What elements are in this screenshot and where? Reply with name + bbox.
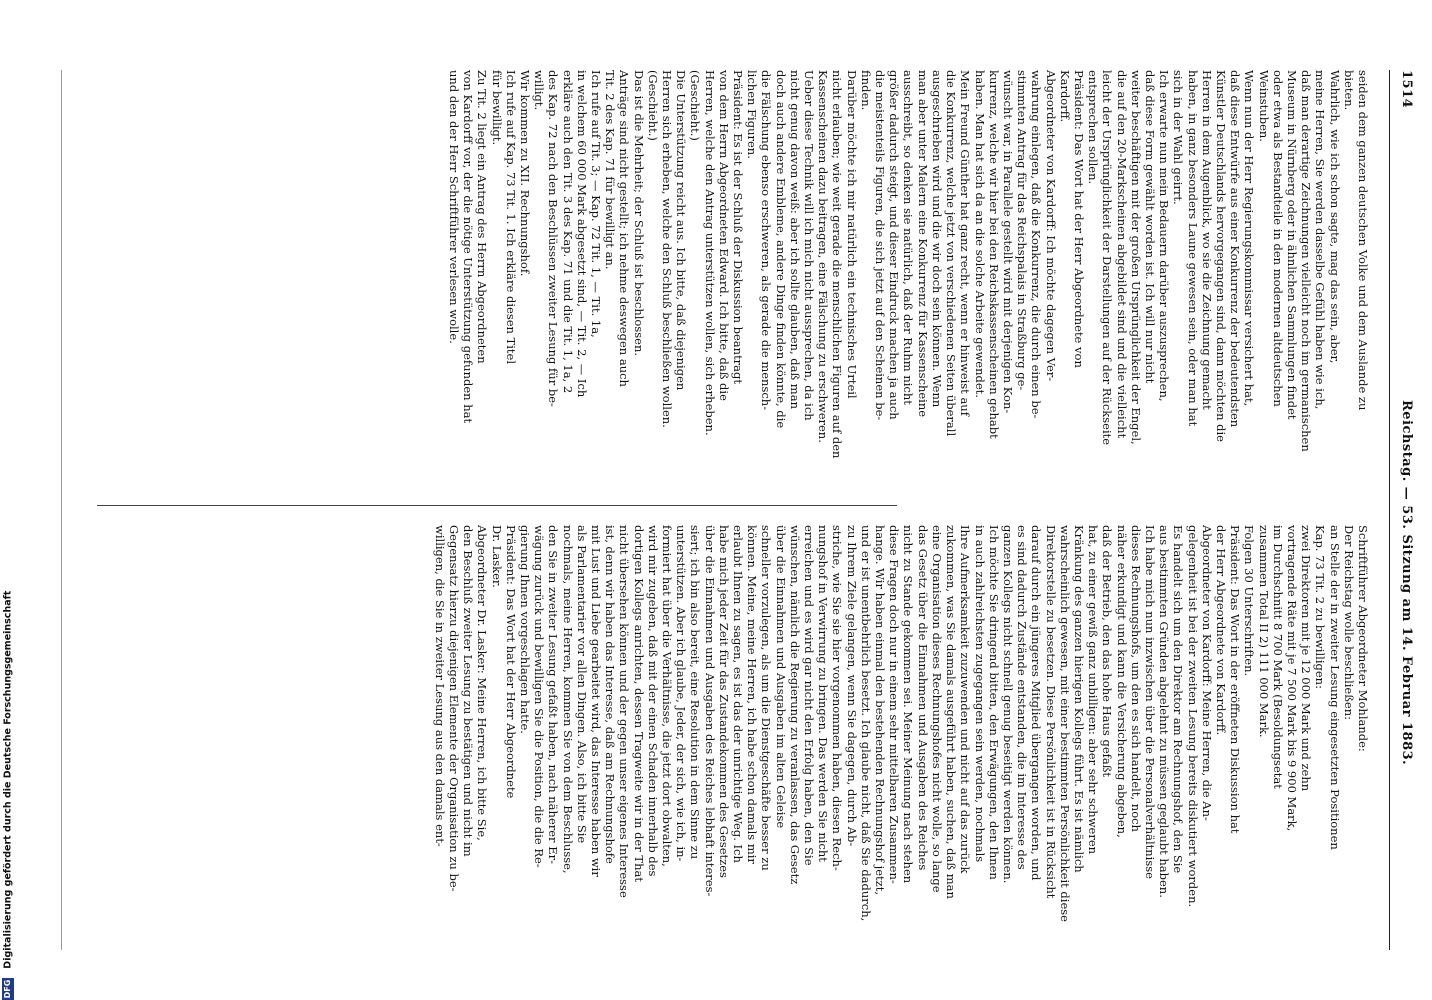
text-line: für bewilligt.: [489, 70, 504, 146]
text-line: Ich erwarte nun mein Bedauern darüber auszusprechen,: [1157, 70, 1172, 402]
text-line: ausschreibt, so denken sie natürlich, daß der Ruhm nicht: [901, 70, 916, 405]
text-line: Ich rufe auf Tit. 3; — Kap. 72 Tit. 1, — Tit. 1a,: [589, 70, 604, 338]
text-line: Abgeordneter von Kardorff: Ich möchte dagegen Ver-: [1043, 70, 1058, 382]
text-line: kurrenz, welche wir hier bei den Reichskassenscheinen gehabt: [986, 70, 1001, 439]
text-column-left: [80, 70, 1370, 480]
text-line: hange. Wir haben einmal den bestehenden Rechnungshof jetzt,: [873, 525, 888, 896]
text-line: Die Unterstützung reicht aus. Ich bitte, daß diejenigen: [674, 70, 689, 391]
text-line: schneller vorzulegen, als um die Dienstgeschäfte besser zu: [759, 525, 774, 871]
text-line: erreichen und es wird gar nicht den Erfolg haben, den Sie: [802, 525, 817, 866]
text-line: siert; ich bin also bereit, eine Resolution in dem Sinne zu: [688, 525, 703, 860]
text-line: wird mir zugeben, daß mit der einen Schaden innerhalb des: [645, 525, 660, 877]
text-line: nochmals, meine Herren, kommen Sie von dem Beschlusse,: [560, 525, 575, 874]
text-line: Zu Tit. 2 liegt ein Antrag des Herrn Abgeordneten: [475, 70, 490, 364]
text-line: weiter beschäftigen mit der großen Ursprünglichkeit der Engel,: [1128, 70, 1143, 445]
text-line: Dr. Lasker.: [489, 525, 504, 588]
text-line: Weinstuben.: [1256, 70, 1271, 142]
page-header: [1389, 70, 1414, 950]
text-line: zwei Direktoren mit je 12 000 Mark und zehn: [1299, 525, 1314, 792]
text-line: stimmten Antrag für das Reichspalais in Straßburg ge-: [1015, 70, 1030, 391]
text-line: seiden dem ganzen deutschen Volke und dem Auslande zu: [1356, 70, 1370, 411]
text-line: Kassenscheinen dazu beitragen, eine Fälschung zu erschweren.: [816, 70, 831, 443]
text-line: des Kap. 72 nach den Beschlüssen zweiter Lesung für be-: [546, 70, 561, 407]
text-line: Abgeordneter von Kardorff: Meine Herren, die An-: [1199, 525, 1214, 821]
text-line: gierung Ihnen vorgeschlagen hatte.: [518, 525, 533, 734]
text-line: meine Herren, Sie werden dasselbe Gefühl haben wie ich,: [1313, 70, 1328, 410]
text-line: erkläre auch den Tit. 3 des Kap. 71 und die Tit. 1, 1a, 2: [560, 70, 575, 394]
text-line: als Parlamentarier vor allen Dingen. Also, ich bitte Sie: [574, 525, 589, 844]
text-line: Der Reichstag wolle beschließen:: [1341, 525, 1356, 720]
text-line: Ihre Aufmerksamkeit zuzuwenden und nicht auf das zurück: [958, 525, 973, 874]
text-line: der Herr Abgeordnete von Kardorff.: [1213, 525, 1228, 736]
text-line: daß der Betrieb, den das hohe Haus gefaßt: [1100, 525, 1115, 778]
text-line: dieses Rechnungshofs, um den es sich handelt, noch: [1128, 525, 1143, 832]
text-line: über die Einnahmen und Ausgaben im alten Geleise: [773, 525, 788, 829]
text-line: dortigen Kollegs anrichten, dessen Tragweite wir in der That: [631, 525, 646, 882]
text-line: daß diese Form gewählt worden ist. Ich will nur nicht: [1142, 70, 1157, 384]
text-line: lichen Figuren.: [745, 70, 760, 159]
text-line: und den der Herr Schriftführer verlesen wolle.: [447, 70, 461, 344]
text-line: ausgeschrieben wird und die wir doch sein können. Wenn: [929, 70, 944, 408]
text-line: wahrscheinlich gewesen, mit einer bestimmten Persönlichkeit diese: [1057, 525, 1072, 922]
text-line: Abgeordneter Dr. Lasker: Meine Herren, ich bitte Sie,: [475, 525, 490, 841]
text-line: die auf den 20-Markscheinen abgebildet sind und die vielleicht: [1114, 70, 1129, 439]
text-line: von dem Herrn Abgeordneten Edward. Ich bitte, daß die: [716, 70, 731, 401]
text-column-right: [80, 525, 1370, 935]
text-line: wünschen, nämlich die Regierung zu veranlassen, das Gesetz: [787, 525, 802, 885]
text-line: Herren sich erheben, welche den Schluß beschließen wollen.: [660, 70, 675, 428]
text-line: Ich rufe auf Kap. 73 Tit. 1. Ich erkläre diesen Titel: [503, 70, 518, 365]
text-line: bieten.: [1341, 70, 1356, 111]
text-line: zu Ihrem Ziele gelangen, wenn Sie dagegen, durch Ab-: [844, 525, 859, 847]
text-line: (Geschieht.): [688, 70, 703, 141]
text-line: hat, zu einer gewiß ganz unbilligen: aber sehr schweren: [1086, 525, 1101, 855]
column-divider: [97, 505, 897, 506]
text-line: ganzen Kollegs nicht schnell genug beseitigt werden können.: [1000, 525, 1015, 884]
text-line: eine Organisation dieses Rechnungshofes nicht wolle, so lange: [929, 525, 944, 893]
text-line: in welchem 60 000 Mark abgesetzt sind, — Tit. 2, — Ich: [574, 70, 589, 398]
text-line: daß diese Entwürfe aus einer Konkurrenz der bedeutendsten: [1228, 70, 1243, 428]
digitization-credit: [2, 60, 16, 1000]
text-line: zusammen Total II 2) 111 000 Mark.: [1256, 525, 1271, 738]
text-line: aus bestimmten Gründen abgelehnt zu müssen geglaubt haben.: [1157, 525, 1172, 898]
text-line: oder etwa als Bestandteile in den modernen altdeutschen: [1270, 70, 1285, 407]
text-line: Mein Freund Günther hat ganz recht, wenn er hinweist auf: [958, 70, 973, 416]
text-line: das Gesetz über die Einnahmen und Ausgaben des Reiches: [915, 525, 930, 871]
text-line: Präsident: Das Wort hat der Herr Abgeordnete von: [1071, 70, 1086, 368]
text-line: Herren, welche den Antrag unterstützen wollen, sich erheben.: [702, 70, 717, 436]
text-line: Tit. 2 des Kap. 71 für bewilligt an.: [603, 70, 618, 270]
text-line: Kardorff.: [1057, 70, 1072, 123]
text-line: nicht genug davon weiß: aber ich sollte glauben, daß man: [787, 70, 802, 409]
text-line: gelegenheit ist bei der zweiten Lesung bereits diskutiert worden.: [1185, 525, 1200, 908]
text-line: Präsident: Es ist der Schluß der Diskussion beantragt: [731, 70, 746, 385]
text-line: über die Einnahmen und Ausgaben des Reiches lebhaft interes-: [702, 525, 717, 897]
text-line: Wir kommen zu XII. Rechnungshof.: [518, 70, 533, 277]
text-line: zukommen, was Sie damals ausgeführt haben, suchen, daß man: [944, 525, 959, 899]
text-line: können. Meine, meine Herren, ich habe schon damals mir: [745, 525, 760, 864]
text-line: und er ist unentbehrlich besetzt. Ich glaube nicht, daß Sie dadurch,: [858, 525, 873, 922]
text-line: Gegensatz hierzu diejenigen Elemente der Organisation zu be-: [447, 525, 461, 892]
text-line: man aber unter Malern eine Konkurrenz für Kassenscheine: [915, 70, 930, 418]
text-line: Kränkung des ganzen hierigen Kollegs führt. Es ist nämlich: [1071, 525, 1086, 873]
text-line: Präsident: Das Wort in der eröffneten Diskussion hat: [1228, 525, 1243, 834]
running-head: Reichstag. — 53. Sitzung am 14. Februar 1883.: [1399, 400, 1414, 766]
text-line: Anträge sind nicht gestellt; ich nehme deswegen auch: [617, 70, 632, 387]
text-line: haben. Man hat sich da an die solche Arbeite gewendet.: [972, 70, 987, 398]
text-line: haben, in ganz besonders Laune gewesen sein, oder man hat: [1185, 70, 1200, 427]
text-line: den Sie in zweiter Lesung gefaßt haben, nach näherer Er-: [546, 525, 561, 864]
text-line: Museum in Nürnberg oder in ähnlichen Sammlungen findet: [1284, 70, 1299, 420]
text-line: erlaubt Ihnen zu sagen, es ist das der unrichtige Weg. Ich: [731, 525, 746, 863]
text-line: nungshof in Verwirrung zu bringen. Das werden Sie nicht: [816, 525, 831, 862]
text-line: doch auch andere Embleme, andere Dinge finden könnte, die: [773, 70, 788, 429]
text-line: nicht zu Stande gekommen sei. Meiner Meinung nach stehen: [901, 525, 916, 884]
text-line: Präsident: Das Wort hat der Herr Abgeordnete: [503, 525, 518, 799]
dfg-logo-icon: DFG: [3, 979, 12, 999]
text-line: von Kardorff vor, der die nötige Unterstützung gefunden hat: [461, 70, 476, 424]
text-line: Wenn nun der Herr Regierungskommissar versichert hat,: [1242, 70, 1257, 407]
text-line: Ich habe mich nun inzwischen über die Personalverhältnisse: [1142, 525, 1157, 879]
text-line: ist, denn wir haben das Interesse, daß am Rechnungshofe: [603, 525, 618, 864]
text-line: Folgen 30 Unterschriften.: [1242, 525, 1257, 677]
text-line: wünscht war, in Parallele gestellt wird mit derjenigen Kon-: [1000, 70, 1015, 414]
text-line: nicht übersehen können und der gegen unser eigenes Interesse: [617, 525, 632, 898]
text-line: Kap. 73 Tit. 2 zu bewilligen:: [1313, 525, 1328, 689]
text-line: Darüber möchte ich mir natürlich ein technisches Urteil: [844, 70, 859, 399]
text-line: größer dadurch steigt, und dieser Eindruck machen ja auch: [887, 70, 902, 420]
text-line: sich in der Wahl geirrt.: [1171, 70, 1186, 205]
text-line: Wahrlich, wie ich schon sagte, mag das sein, aber,: [1327, 70, 1342, 364]
text-line: Das ist die Mehrheit; der Schluß ist beschlossen.: [631, 70, 646, 357]
text-line: willigen, die Sie in zweiter Lesung aus den damals ent-: [432, 525, 447, 847]
text-line: die Fälschung ebenso erschweren, als gerade die mensch-: [759, 70, 774, 411]
text-line: finden.: [858, 70, 873, 111]
text-line: Es handelt sich um den Direktor am Rechnungshof, den Sie: [1171, 525, 1186, 874]
text-line: darauf durch ein jüngeres Mitglied übergangen worden, und: [1029, 525, 1044, 881]
text-line: die meistenteils Figuren, die sich jetzt auf den Scheinen be-: [873, 70, 888, 421]
text-line: mit Lust und Liebe gearbeitet wird, das Interesse haben wir: [589, 525, 604, 877]
text-line: striche, wie Sie sie hier vorgenommen haben, diesen Rech-: [830, 525, 845, 871]
text-line: Herren in dem Augenblick, wo sie die Zeichnung gemacht: [1199, 70, 1214, 410]
text-line: Künstler Deutschlands hervorgegangen sind, dann möchten die: [1213, 70, 1228, 442]
text-line: (Geschieht.): [645, 70, 660, 141]
text-line: wägung zurück und bewilligen Sie die Position, die die Re-: [532, 525, 547, 868]
text-line: willigt.: [532, 70, 547, 111]
text-line: an Stelle der in zweiter Lesung eingesetzten Positionen: [1327, 525, 1342, 850]
text-line: im Durchschnitt 8 700 Mark (Besoldungsetat: [1270, 525, 1285, 789]
text-line: formiert hat über die Verhältnisse, die jetzt dort obwalten,: [660, 525, 675, 867]
text-line: näher erkundigt und kann die Versicherung abgeben,: [1114, 525, 1129, 838]
bottom-rule: [61, 70, 62, 950]
text-line: die Konkurrenz, welche jetzt von verschiedenen Seiten überall: [944, 70, 959, 437]
text-line: Schriftführer Abgeordneter Mohlande:: [1356, 525, 1370, 752]
text-line: habe mich jeder Zeit für das Zustandekommen des Gesetzes: [716, 525, 731, 878]
credit-text: Digitalisierung gefördert durch die Deutsche Forschungsgemeinschaft: [2, 590, 14, 969]
text-line: den Beschluß zweiter Lesung zu bestätigen und nicht im: [461, 525, 476, 857]
text-line: Ueber diese Technik will ich mich nicht aussprechen, da ich: [802, 70, 817, 421]
text-line: leicht der Ursprünglichkeit der Darstellungen auf der Rückseite: [1100, 70, 1115, 446]
text-line: daß man derartige Zeichnungen vielleicht noch im germanischen: [1299, 70, 1314, 452]
text-line: wahrung einlegen, daß die Konkurrenz, die durch einen be-: [1029, 70, 1044, 419]
text-line: nicht erlauben; wie weit gerade die menschlichen Figuren auf den: [830, 70, 845, 459]
page-number: 1514: [1399, 70, 1414, 109]
text-line: vortragende Räte mit je 7 500 Mark bis 9 900 Mark,: [1284, 525, 1299, 832]
text-line: diese Fragen doch nur in einem sehr mittelbaren Zusammen-: [887, 525, 902, 884]
text-line: unterstützen. Aber ich glaube, Jeder, der sich, wie ich, in-: [674, 525, 689, 862]
text-line: entsprechen sollen.: [1086, 70, 1101, 185]
text-line: in auch zahlreichsten zugegangen sein werden, nochmals: [972, 525, 987, 863]
text-line: Direktorstelle zu besetzen. Diese Persönlichkeit ist in Rücksicht: [1043, 525, 1058, 899]
text-line: Ich möchte Sie dringend bitten, den Erwägungen, den Ihnen: [986, 525, 1001, 880]
text-line: es sind dadurch Zustände entstanden, die im Interesse des: [1015, 525, 1030, 870]
